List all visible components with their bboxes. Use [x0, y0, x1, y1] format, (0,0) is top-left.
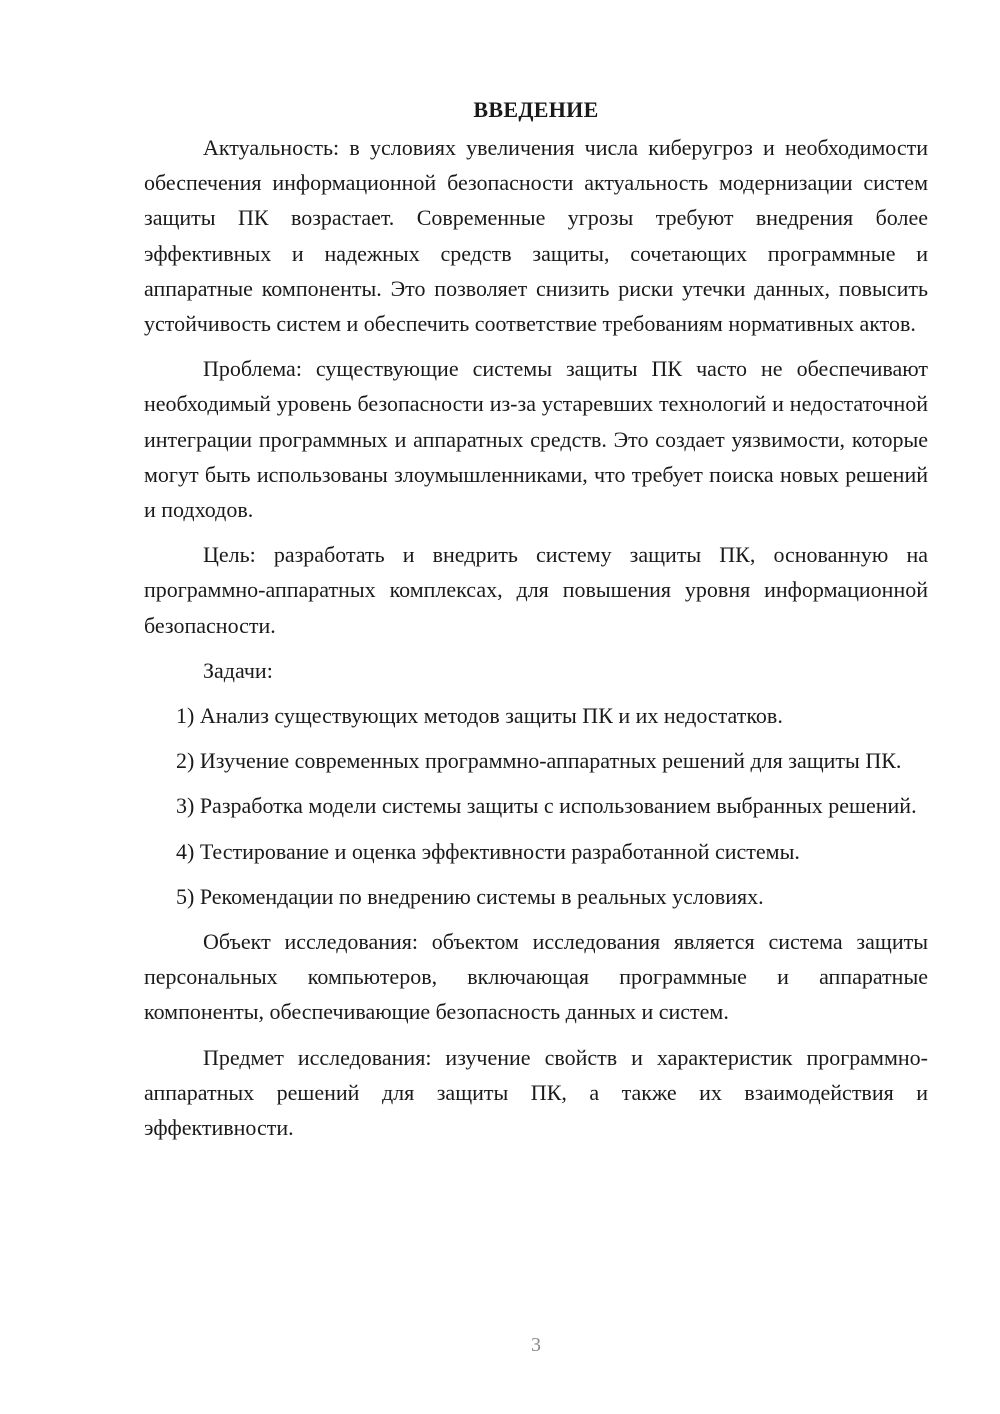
list-item: 1) Анализ существующих методов защиты ПК и их недостатков.: [176, 703, 783, 729]
tasks-list: [144, 698, 928, 914]
document-page: [144, 92, 928, 1155]
tasks-label: Задачи:: [203, 657, 273, 683]
goal-paragraph: Цель: разработать и внедрить систему защиты ПК, основанную на программно-аппаратных комплексах, для повышения уровня информационной безопасности.: [144, 542, 928, 638]
section-title: ВВЕДЕНИЕ: [473, 97, 599, 122]
list-item: 4) Тестирование и оценка эффективности разработанной системы.: [176, 838, 800, 864]
object-paragraph: Объект исследования: объектом исследования является система защиты персональных компьютеров, включающая программные и аппаратные компоненты, обеспечивающие безопасность данных и систем.: [144, 929, 928, 1025]
page-number: 3: [531, 1334, 541, 1356]
list-item: 2) Изучение современных программно-аппаратных решений для защиты ПК.: [176, 748, 902, 774]
list-item: 5) Рекомендации по внедрению системы в реальных условиях.: [176, 883, 764, 909]
list-item: 3) Разработка модели системы защиты с использованием выбранных решений.: [176, 793, 917, 819]
relevance-paragraph: Актуальность: в условиях увеличения числа киберугроз и необходимости обеспечения информационной безопасности актуальность модернизации систем защиты ПК возрастает. Современные угрозы требуют внедрения более эффективных и надежных средств защиты, сочетающих программные и аппаратные компоненты. Это позволяет снизить риски утечки данных, повысить устойчивость систем и обеспечить соответствие требованиям нормативных актов.: [144, 135, 928, 337]
subject-paragraph: Предмет исследования: изучение свойств и характеристик программно-аппаратных решений для защиты ПК, а также их взаимодействия и эффективности.: [144, 1044, 928, 1141]
problem-paragraph: Проблема: существующие системы защиты ПК часто не обеспечивают необходимый уровень безопасности из-за устаревших технологий и недостаточной интеграции программных и аппаратных средств. Это создает уязвимости, которые могут быть использованы злоумышленниками, что требует поиска новых решений и подходов.: [144, 356, 928, 523]
